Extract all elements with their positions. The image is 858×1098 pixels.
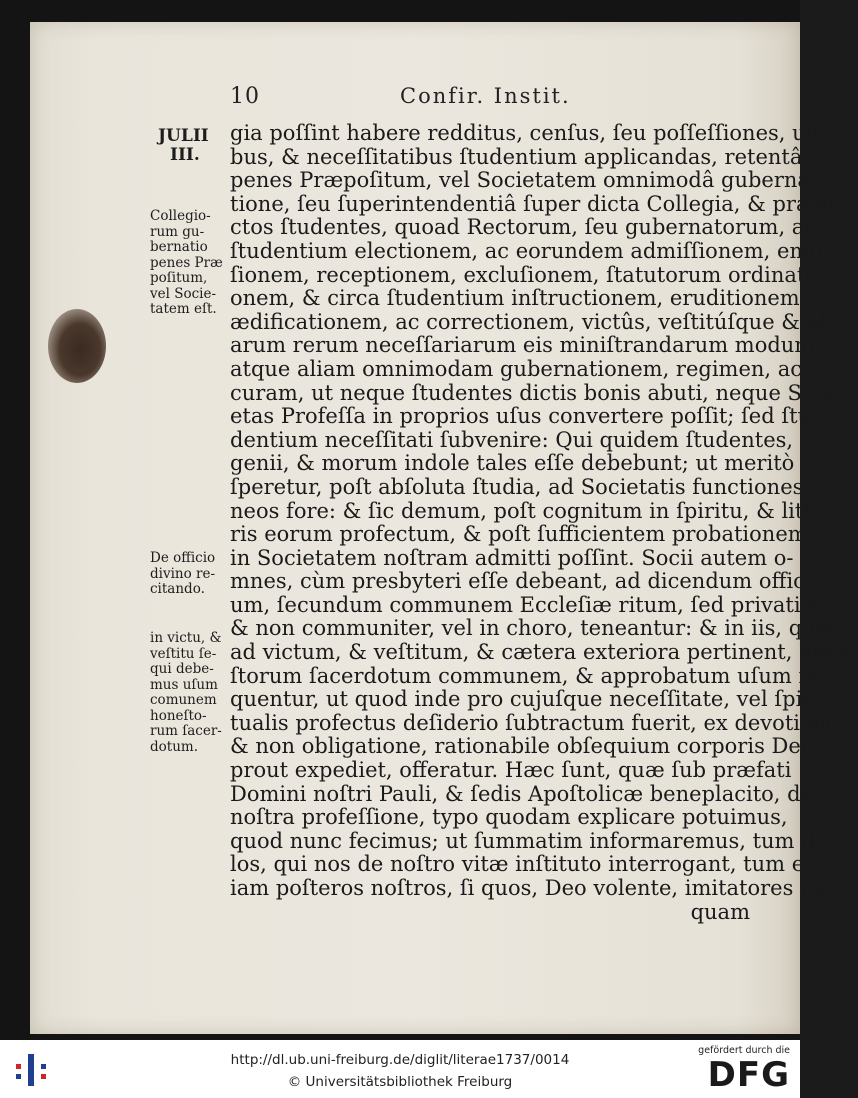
running-title: Confir. Instit.: [400, 84, 571, 108]
catchword: quam: [690, 899, 750, 924]
text-line: ſionem, receptionem, excluſionem, ſtatutorum ordinati-: [230, 262, 820, 287]
dfg-logo[interactable]: DFG: [707, 1055, 790, 1095]
text-line: bus, & neceſſitatibus ſtudentium applicandas, retentâ: [230, 144, 803, 169]
text-line: tione, ſeu ſuperintendentiâ ſuper dicta Collegia, & prædi-: [230, 191, 843, 216]
margin-line: in victu, &: [150, 630, 222, 646]
margin-line: De officio: [150, 550, 216, 566]
margin-note-collegiorum: [150, 209, 236, 318]
text-line: atque aliam omnimodam gubernationem, regimen, ac: [230, 356, 803, 381]
text-line: prout expediet, offeratur. Hæc ſunt, quæ ſub præfati: [230, 758, 792, 783]
text-line: quentur, ut quod inde pro cujuſque neceſſitate, vel ſpiri-: [230, 687, 827, 712]
text-line: tualis profectus deſiderio ſubtractum fuerit, ex devotione,: [230, 710, 846, 735]
permalink-url[interactable]: http://dl.ub.uni-freiburg.de/diglit/literae1737/0014: [230, 1052, 570, 1068]
text-line: ſtorum ſacerdotum communem, & approbatum uſum ſe-: [230, 663, 826, 688]
funding-text: gefördert durch die: [698, 1045, 790, 1056]
text-line: arum rerum neceſſariarum eis miniſtrandarum modum,: [230, 333, 821, 358]
ink-stain: [48, 309, 106, 383]
text-line: ſtudentium electionem, ac eorundem admiſſionem, emiſ-: [230, 238, 831, 263]
text-line: & non communiter, vel in choro, teneantur: & in iis, quæ: [230, 616, 836, 641]
text-line: iam poſteros noſtros, ſi quos, Deo volente, imitatores un-: [230, 876, 835, 900]
text-line: in Societatem noſtram admitti poſſint. Socii autem o-: [230, 545, 794, 570]
text-line: quod nunc fecimus; ut ſummatim informaremus, tum il-: [230, 828, 822, 853]
margin-line: Collegio-: [150, 208, 211, 224]
text-line: gia poſſint habere redditus, cenſus, ſeu poſſeſſiones, uſi-: [230, 121, 828, 145]
text-line: onem, & circa ſtudentium inſtructionem, eruditionem,: [230, 286, 807, 311]
text-line: ædificationem, ac correctionem, victûs, veſtitúſque & ali-: [230, 309, 840, 334]
margin-line: penes Præ: [150, 254, 223, 271]
text-line: genii, & morum indole tales eſſe debebunt; ut meritò: [230, 451, 795, 476]
text-line: neos fore: & ſic demum, poſt cognitum in ſpiritu, & litte-: [230, 498, 832, 523]
margin-line: rum ſacer-: [150, 723, 222, 739]
margin-line: JULII: [158, 126, 209, 146]
margin-line: mus uſum: [150, 676, 218, 693]
margin-line: tatem eſt.: [150, 301, 217, 317]
margin-line: poſitum,: [150, 270, 208, 286]
margin-line: comunem: [150, 692, 217, 708]
margin-line: vel Socie-: [150, 285, 217, 302]
text-line: ris eorum profectum, & poſt ſufficientem probationem,: [230, 522, 815, 547]
margin-line: dotum.: [150, 738, 198, 755]
text-line: & non obligatione, rationabile obſequium corporis Deo,: [230, 734, 821, 759]
margin-line: qui debe-: [150, 661, 214, 677]
text-line: los, qui nos de noſtro vitæ inſtituto interrogant, tum et-: [230, 852, 820, 877]
margin-line: divino re-: [150, 565, 216, 582]
text-line: um, ſecundum communem Eccleſiæ ritum, ſed privatim,: [230, 592, 828, 617]
margin-line: veſtitu ſe-: [150, 645, 217, 662]
text-line: ctos ſtudentes, quoad Rectorum, ſeu gubernatorum, ac: [230, 215, 817, 240]
copyright-notice: © Universitätsbibliothek Freiburg: [287, 1074, 513, 1090]
text-line: dentium neceſſitati ſubvenire: Qui quidem ſtudentes, in-: [230, 427, 828, 452]
viewer-footer: [0, 1040, 800, 1098]
text-line: etas Profeſſa in proprios uſus convertere poſſit; ſed ſtu-: [230, 404, 819, 429]
margin-line: citando.: [150, 581, 205, 597]
text-line: noſtra profeſſione, typo quodam explicare potuimus,: [230, 805, 788, 830]
text-line: ſperetur, poſt abſoluta ſtudia, ad Societatis functiones ido-: [230, 474, 850, 499]
page-header: [200, 80, 760, 114]
margin-note-in-victu: [150, 631, 236, 755]
text-line: ad victum, & veſtitum, & cætera exteriora pertinent, hone-: [230, 640, 858, 665]
margin-line: bernatio: [150, 239, 208, 255]
text-line: Domini noſtri Pauli, & ſedis Apoſtolicæ beneplacito, de: [230, 781, 814, 806]
margin-line: honeſto-: [150, 707, 207, 724]
body-text: [230, 121, 858, 924]
text-line: mnes, cùm presbyteri eſſe debeant, ad dicendum offici-: [230, 569, 819, 594]
margin-line: III.: [170, 145, 200, 165]
margin-line: rum gu-: [150, 223, 205, 240]
margin-note-de-officio: [150, 551, 236, 598]
text-line: curam, ut neque ſtudentes dictis bonis abuti, neque Soci-: [230, 380, 841, 405]
page-number: 10: [230, 84, 260, 109]
text-line: penes Præpoſitum, vel Societatem omnimodâ guberna-: [230, 168, 818, 193]
